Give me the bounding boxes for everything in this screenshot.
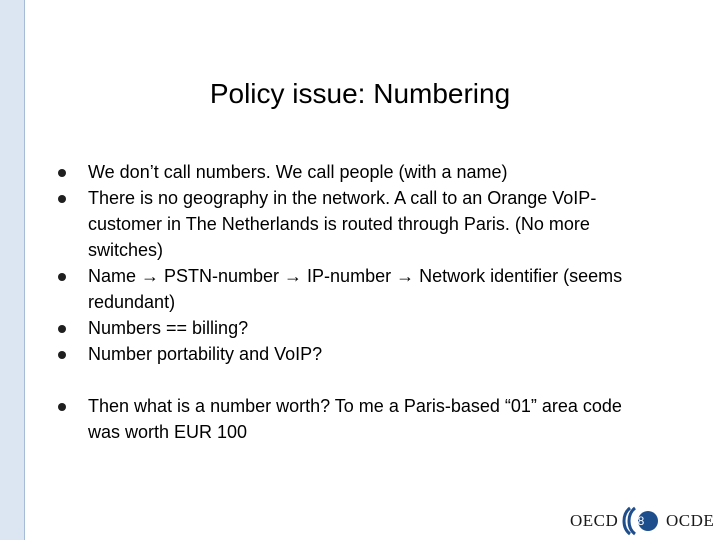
- bullet-dot-icon: [58, 403, 66, 411]
- bullet-item: [58, 393, 658, 445]
- logo-text-oecd: OECD: [570, 511, 619, 530]
- bullet-text: Numbers == billing?: [88, 318, 249, 338]
- bullet-dot-icon: [58, 195, 66, 203]
- left-divider-line: [24, 0, 25, 540]
- oecd-logo: [566, 503, 716, 537]
- bullet-text: Number portability and VoIP?: [88, 344, 323, 364]
- bullet-text: We don’t call numbers. We call people (with a name): [88, 162, 508, 182]
- bullet-item: [58, 263, 658, 315]
- bullet-dot-icon: [58, 325, 66, 333]
- bullet-list: [58, 159, 658, 445]
- bullet-dot-icon: [58, 169, 66, 177]
- bullet-text: Then what is a number worth? To me a Paris-based “01” area code was worth EUR 100: [88, 396, 622, 442]
- page-number: 8: [637, 514, 645, 528]
- bullet-text: There is no geography in the network. A call to an Orange VoIP-customer in The Netherlands is routed through Paris. (No more switches): [88, 188, 597, 260]
- bullet-dot-icon: [58, 273, 66, 281]
- bullet-item: [58, 159, 658, 185]
- bullet-text: Name → PSTN-number → IP-number → Network identifier (seems redundant): [88, 266, 623, 312]
- bullet-item: [58, 185, 658, 263]
- logo-text-ocde: OCDE: [666, 511, 715, 530]
- bullet-item: [58, 341, 658, 367]
- bullet-dot-icon: [58, 351, 66, 359]
- left-decorative-band: [0, 0, 24, 540]
- oecd-logo-icon: [620, 506, 662, 536]
- bullet-item: [58, 315, 658, 341]
- slide-title: Policy issue: Numbering: [209, 78, 511, 109]
